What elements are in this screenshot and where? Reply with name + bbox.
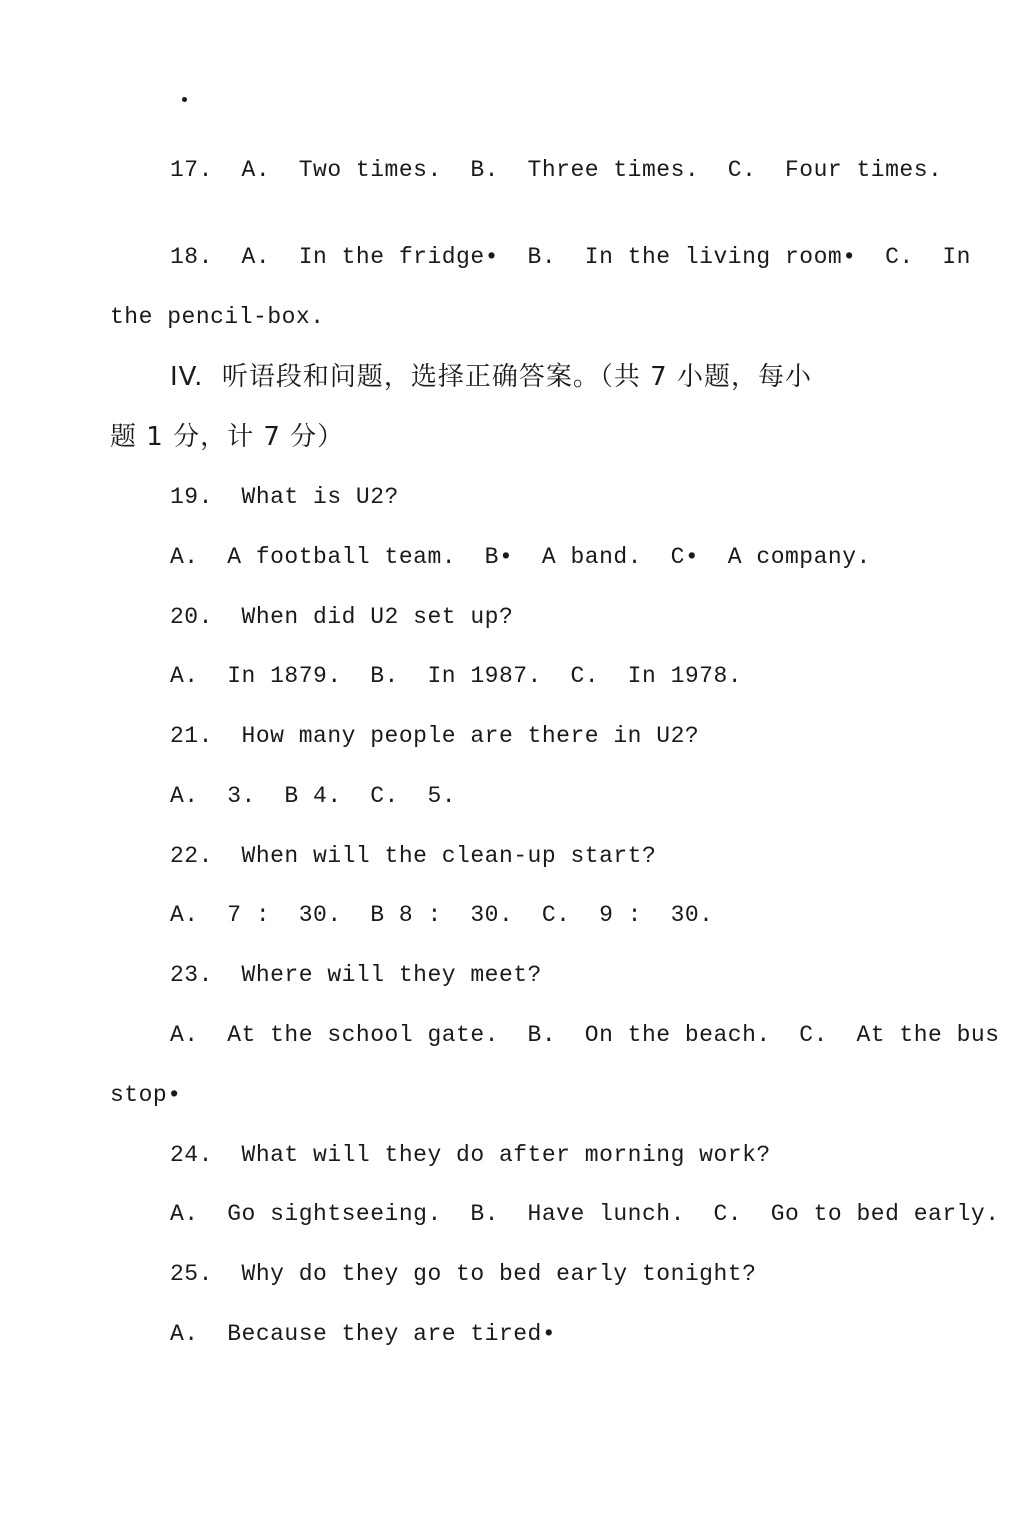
- question-24-options: A. Go sightseeing. B. Have lunch. C. Go to bed early.: [170, 1201, 1000, 1227]
- question-18-options: 18. A. In the fridge• B. In the living room• C. In: [170, 244, 971, 270]
- question-25-option-a: A. Because they are tired•: [170, 1321, 557, 1347]
- question-22-options: A. 7 : 30. B 8 : 30. C. 9 : 30.: [170, 902, 714, 928]
- question-20: 20. When did U2 set up?: [170, 604, 514, 630]
- question-21: 21. How many people are there in U2?: [170, 723, 700, 749]
- question-23: 23. Where will they meet?: [170, 962, 542, 988]
- section-iv-heading-continued: 题 1 分，计 7 分）: [110, 422, 345, 452]
- question-17-options: 17. A. Two times. B. Three times. C. Four times.: [170, 157, 943, 183]
- stray-dot: [182, 97, 187, 102]
- question-24: 24. What will they do after morning work?: [170, 1142, 771, 1168]
- question-23-options: A. At the school gate. B. On the beach. C. At the bus: [170, 1022, 1000, 1048]
- question-22: 22. When will the clean-up start?: [170, 843, 657, 869]
- question-23-options-continued: stop•: [110, 1082, 182, 1108]
- question-21-options: A. 3. B 4. C. 5.: [170, 783, 457, 809]
- question-20-options: A. In 1879. B. In 1987. C. In 1978.: [170, 663, 743, 689]
- question-19: 19. What is U2?: [170, 484, 399, 510]
- question-19-options: A. A football team. B• A band. C• A company.: [170, 544, 871, 570]
- question-25: 25. Why do they go to bed early tonight?: [170, 1261, 757, 1287]
- question-18-options-continued: the pencil-box.: [110, 304, 325, 330]
- section-iv-heading: IV. 听语段和问题，选择正确答案。（共 7 小题，每小: [170, 362, 812, 392]
